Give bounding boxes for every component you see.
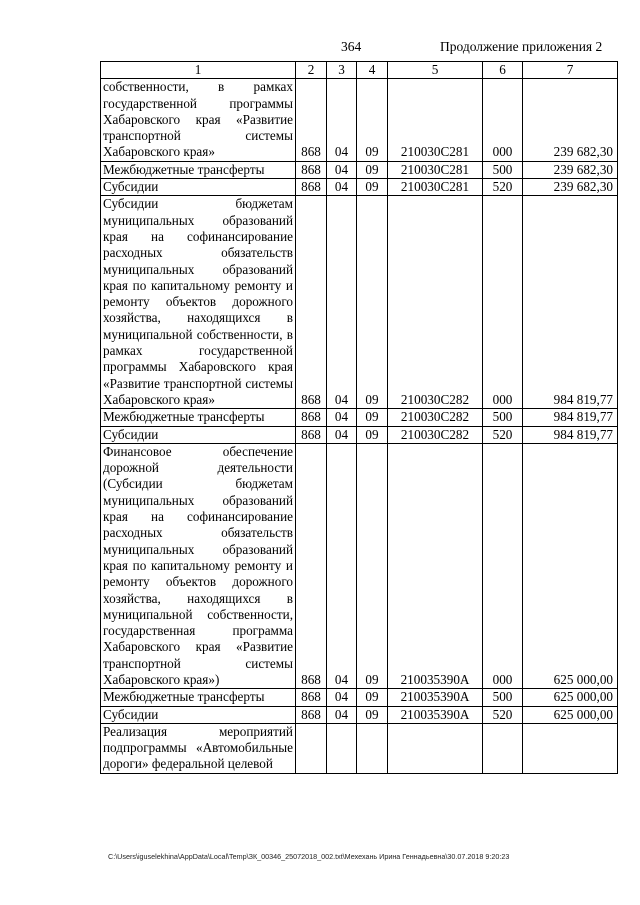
budget-table — [100, 61, 618, 774]
target-article-cell: 210030С281 — [388, 79, 483, 161]
section-cell — [327, 723, 357, 773]
amount-cell — [523, 723, 618, 773]
section-cell: 04 — [327, 409, 357, 426]
ministry-code-cell: 868 — [296, 179, 327, 196]
section-cell: 04 — [327, 426, 357, 443]
target-article-cell: 210030С281 — [388, 179, 483, 196]
amount-cell: 625 000,00 — [523, 689, 618, 706]
table-row — [101, 79, 618, 161]
table-row — [101, 161, 618, 178]
row-name-cell: Межбюджетные трансферты — [101, 409, 296, 426]
ministry-code-cell: 868 — [296, 443, 327, 688]
subsection-cell: 09 — [357, 706, 388, 723]
target-article-cell: 210030С281 — [388, 161, 483, 178]
ministry-code-cell: 868 — [296, 706, 327, 723]
section-cell: 04 — [327, 706, 357, 723]
amount-cell: 239 682,30 — [523, 179, 618, 196]
column-header: 7 — [523, 62, 618, 79]
amount-cell: 625 000,00 — [523, 706, 618, 723]
section-cell: 04 — [327, 79, 357, 161]
ministry-code-cell: 868 — [296, 79, 327, 161]
row-name-cell: Межбюджетные трансферты — [101, 161, 296, 178]
table-row — [101, 409, 618, 426]
row-name-cell: Субсидии — [101, 179, 296, 196]
subsection-cell — [357, 723, 388, 773]
table-row — [101, 443, 618, 688]
expense-type-cell: 520 — [483, 706, 523, 723]
target-article-cell: 210030С282 — [388, 426, 483, 443]
table-row — [101, 196, 618, 409]
expense-type-cell: 520 — [483, 179, 523, 196]
page-number: 364 — [341, 39, 362, 54]
row-name-cell: Финансовое обеспечение дорожной деятельности (Субсидии бюджетам муниципальных образований края на софинансирование расходных обязательств муниципальных образований края по капитальному ремонту и ремонту объектов дорожного хозяйства, находящихся в муниципальной собственности, государственная программа Хабаровского края «Развитие транспортной системы Хабаровского края») — [101, 443, 296, 688]
ministry-code-cell — [296, 723, 327, 773]
row-name-cell: Субсидии — [101, 426, 296, 443]
target-article-cell: 210030С282 — [388, 196, 483, 409]
section-cell: 04 — [327, 196, 357, 409]
target-article-cell: 210030С282 — [388, 409, 483, 426]
column-header: 2 — [296, 62, 327, 79]
amount-cell: 239 682,30 — [523, 79, 618, 161]
ministry-code-cell: 868 — [296, 196, 327, 409]
table-row — [101, 706, 618, 723]
target-article-cell: 210035390А — [388, 706, 483, 723]
table-row — [101, 426, 618, 443]
subsection-cell: 09 — [357, 689, 388, 706]
row-name-cell: Субсидии бюджетам муниципальных образований края на софинансирование расходных обязательств муниципальных образований края по капитальному ремонту и ремонту объектов дорожного хозяйства, находящихся в муниципальной собственности, в рамках государственной программы Хабаровского края «Развитие транспортной системы Хабаровского края» — [101, 196, 296, 409]
ministry-code-cell: 868 — [296, 689, 327, 706]
subsection-cell: 09 — [357, 443, 388, 688]
subsection-cell: 09 — [357, 196, 388, 409]
subsection-cell: 09 — [357, 179, 388, 196]
section-cell: 04 — [327, 161, 357, 178]
column-header: 5 — [388, 62, 483, 79]
table-row — [101, 723, 618, 773]
expense-type-cell: 000 — [483, 196, 523, 409]
expense-type-cell: 000 — [483, 443, 523, 688]
row-name-cell: собственности, в рамках государственной программы Хабаровского края «Развитие транспортной системы Хабаровского края» — [101, 79, 296, 161]
subsection-cell: 09 — [357, 426, 388, 443]
table-row — [101, 689, 618, 706]
row-name-cell: Межбюджетные трансферты — [101, 689, 296, 706]
ministry-code-cell: 868 — [296, 409, 327, 426]
section-cell: 04 — [327, 443, 357, 688]
subsection-cell: 09 — [357, 79, 388, 161]
target-article-cell: 210035390А — [388, 689, 483, 706]
ministry-code-cell: 868 — [296, 426, 327, 443]
expense-type-cell — [483, 723, 523, 773]
file-path-footer: C:\Users\iguselekhina\AppData\Local\Temp\ЗК_00346_25072018_002.txt\Мехехань Ирина Геннадьевна\30.07.2018 9:20:23 — [108, 852, 510, 861]
amount-cell: 984 819,77 — [523, 426, 618, 443]
column-header: 1 — [101, 62, 296, 79]
ministry-code-cell: 868 — [296, 161, 327, 178]
amount-cell: 984 819,77 — [523, 409, 618, 426]
row-name-cell: Субсидии — [101, 706, 296, 723]
section-cell: 04 — [327, 689, 357, 706]
target-article-cell — [388, 723, 483, 773]
column-header: 6 — [483, 62, 523, 79]
expense-type-cell: 500 — [483, 689, 523, 706]
amount-cell: 239 682,30 — [523, 161, 618, 178]
table-row — [101, 179, 618, 196]
column-header: 3 — [327, 62, 357, 79]
subsection-cell: 09 — [357, 161, 388, 178]
expense-type-cell: 500 — [483, 409, 523, 426]
expense-type-cell: 500 — [483, 161, 523, 178]
expense-type-cell: 000 — [483, 79, 523, 161]
amount-cell: 625 000,00 — [523, 443, 618, 688]
target-article-cell: 210035390А — [388, 443, 483, 688]
continuation-title: Продолжение приложения 2 — [440, 39, 603, 54]
subsection-cell: 09 — [357, 409, 388, 426]
amount-cell: 984 819,77 — [523, 196, 618, 409]
expense-type-cell: 520 — [483, 426, 523, 443]
column-header: 4 — [357, 62, 388, 79]
section-cell: 04 — [327, 179, 357, 196]
row-name-cell: Реализация мероприятий подпрограммы «Автомобильные дороги» федеральной целевой — [101, 723, 296, 773]
header-row — [101, 62, 618, 79]
